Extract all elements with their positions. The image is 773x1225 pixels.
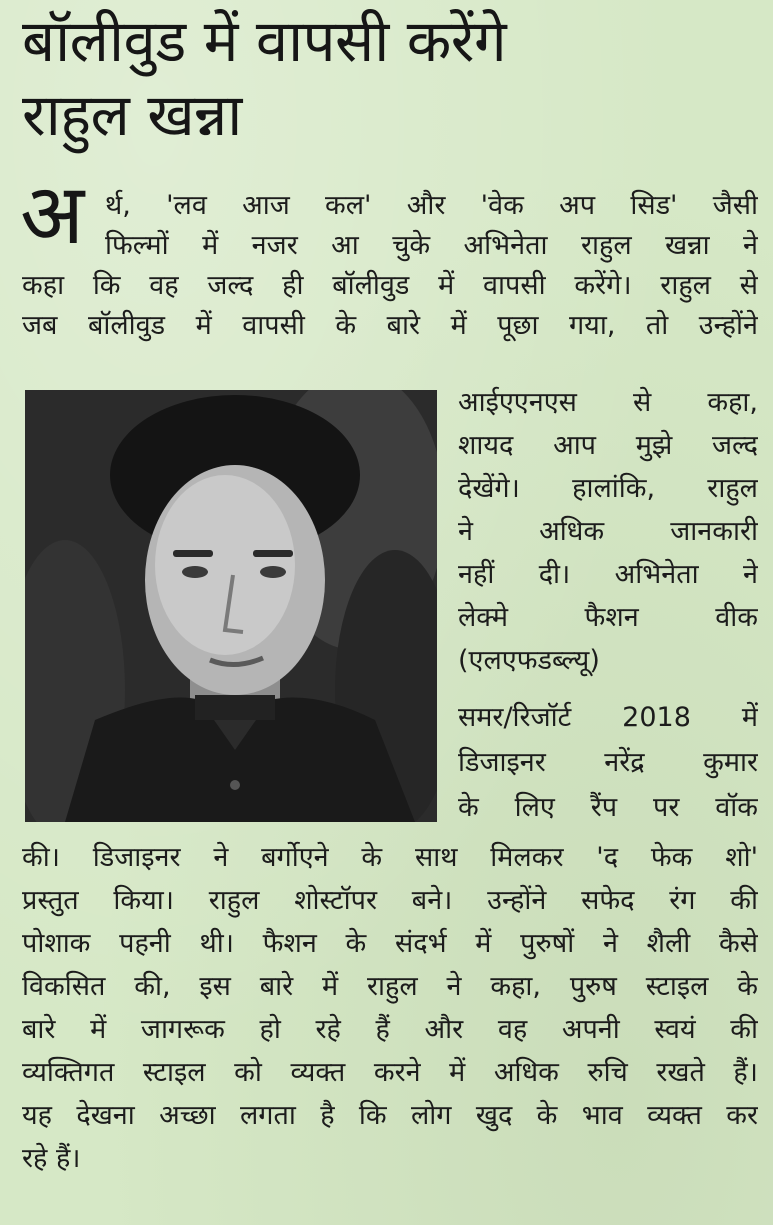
article-line: विकसित की, इस बारे में राहुल ने कहा, पुरुष स्टाइल के bbox=[22, 971, 758, 1002]
article-line: आईएएनएस से कहा, bbox=[458, 387, 758, 418]
article-line: व्यक्तिगत स्टाइल को व्यक्त करने में अधिक रुचि रखते हैं। bbox=[22, 1057, 758, 1088]
article-line: र्थ, 'लव आज कल' और 'वेक अप सिड' जैसी bbox=[105, 190, 758, 221]
article-line: पोशाक पहनी थी। फैशन के संदर्भ में पुरुषों ने शैली कैसे bbox=[22, 928, 758, 959]
article-line: नहीं दी। अभिनेता ने bbox=[458, 559, 758, 590]
headline-line-1: बॉलीवुड में वापसी करेंगे bbox=[22, 7, 507, 75]
article-line: कहा कि वह जल्द ही बॉलीवुड में वापसी करेंगे। राहुल से bbox=[22, 270, 758, 301]
headline bbox=[22, 4, 762, 152]
article-line: की। डिजाइनर ने बर्गोएने के साथ मिलकर 'द फेक शो' bbox=[22, 842, 758, 873]
article-line: लेक्मे फैशन वीक bbox=[458, 602, 758, 633]
article-line: प्रस्तुत किया। राहुल शोस्टॉपर बने। उन्होंने सफेद रंग की bbox=[22, 885, 758, 916]
article-line: यह देखना अच्छा लगता है कि लोग खुद के भाव व्यक्त कर bbox=[22, 1100, 758, 1131]
drop-cap: अ bbox=[20, 165, 85, 263]
article-line: शायद आप मुझे जल्द bbox=[458, 430, 758, 461]
article-line: फिल्मों में नजर आ चुके अभिनेता राहुल खन्ना ने bbox=[105, 230, 758, 261]
actor-photo bbox=[25, 390, 437, 822]
article-line: के लिए रैंप पर वॉक bbox=[458, 792, 758, 823]
article-line: समर/रिजॉर्ट 2018 में bbox=[458, 702, 758, 733]
article-line: (एलएफडब्ल्यू) bbox=[458, 645, 600, 676]
article-line: देखेंगे। हालांकि, राहुल bbox=[458, 473, 758, 504]
headline-line-2: राहुल खन्ना bbox=[22, 81, 242, 149]
article-line: रहे हैं। bbox=[22, 1143, 81, 1174]
article-line: जब बॉलीवुड में वापसी के बारे में पूछा गया, तो उन्होंने bbox=[22, 310, 758, 341]
article-line: डिजाइनर नरेंद्र कुमार bbox=[458, 747, 758, 778]
article-line: बारे में जागरूक हो रहे हैं और वह अपनी स्वयं की bbox=[22, 1014, 758, 1045]
article-line: ने अधिक जानकारी bbox=[458, 516, 758, 547]
portrait-illustration bbox=[25, 390, 437, 822]
